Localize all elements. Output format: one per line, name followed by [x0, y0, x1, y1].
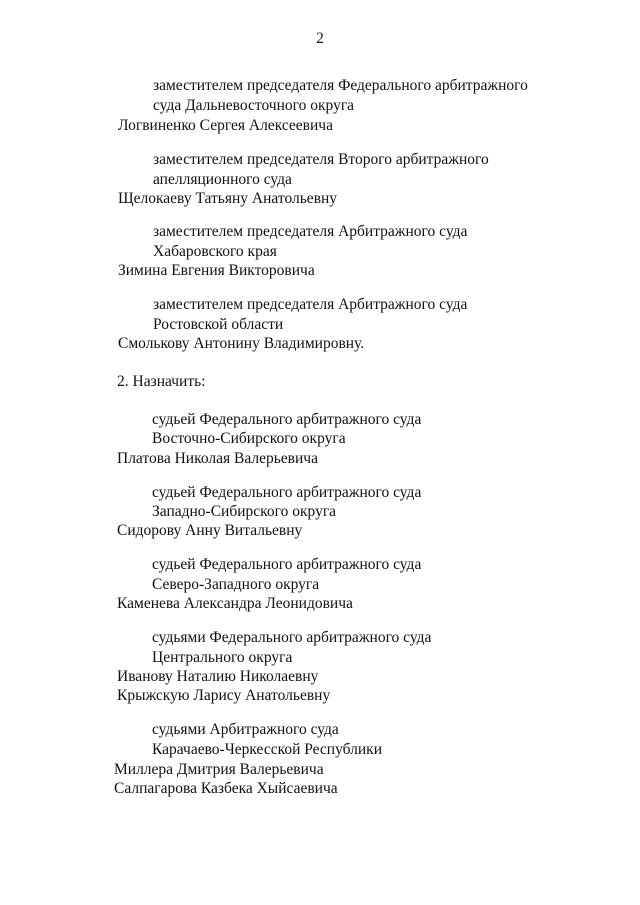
person-name: Логвиненко Сергея Алексеевича: [118, 117, 333, 134]
person-name: Смолькову Антонину Владимировну.: [118, 335, 365, 352]
person-name: Щелокаеву Татьяну Анатольевну: [118, 190, 338, 207]
person-name: Платова Николая Валерьевича: [117, 450, 318, 467]
position-line: судьями Федерального арбитражного суда: [152, 629, 432, 646]
position-line: судьями Арбитражного суда: [152, 721, 339, 738]
person-name: Иванову Наталию Николаевну: [117, 668, 319, 685]
position-line: судьей Федерального арбитражного суда: [152, 411, 422, 428]
position-line: заместителем председателя Арбитражного суда: [153, 296, 468, 313]
position-line: заместителем председателя Арбитражного суда: [153, 223, 468, 240]
person-name: Зимина Евгения Викторовича: [118, 262, 315, 279]
position-line: апелляционного суда: [153, 171, 292, 188]
position-line: Западно-Сибирского округа: [152, 503, 337, 520]
position-line: Карачаево-Черкесской Республики: [152, 741, 382, 758]
position-line: Хабаровского края: [153, 243, 277, 260]
person-name: Миллера Дмитрия Валерьевича: [114, 761, 324, 778]
person-name: Сидорову Анну Витальевну: [117, 522, 303, 539]
position-line: заместителем председателя Федерального арбитражного: [153, 77, 528, 94]
position-line: судьей Федерального арбитражного суда: [152, 484, 422, 501]
person-name: Каменева Александра Леонидовича: [117, 595, 353, 612]
position-line: Ростовской области: [153, 316, 284, 333]
person-name: Крыжскую Ларису Анатольевну: [117, 687, 331, 704]
section-heading: 2. Назначить:: [117, 373, 206, 390]
position-line: суда Дальневосточного округа: [153, 97, 355, 114]
person-name: Салпагарова Казбека Хыйсаевича: [114, 780, 338, 797]
position-line: Центрального округа: [152, 649, 293, 666]
position-line: Северо-Западного округа: [152, 576, 320, 593]
position-line: Восточно-Сибирского округа: [152, 430, 346, 447]
position-line: судьей Федерального арбитражного суда: [152, 556, 422, 573]
position-line: заместителем председателя Второго арбитражного: [153, 151, 489, 168]
page-number: 2: [316, 30, 324, 47]
